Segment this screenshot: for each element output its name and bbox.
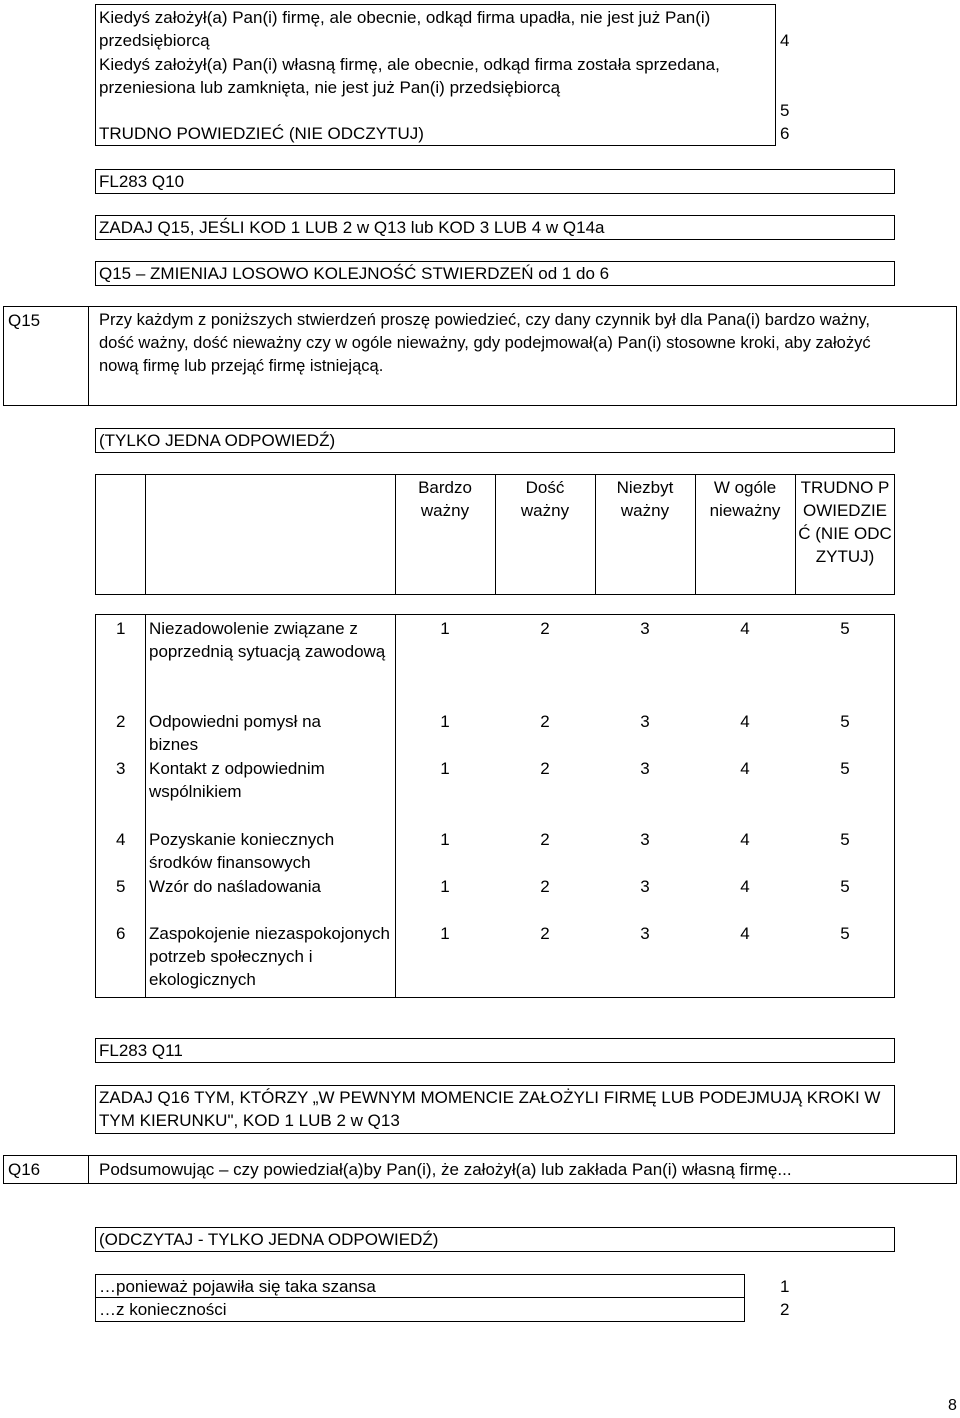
row-1-number: 1: [116, 619, 126, 638]
row-2-code-4[interactable]: 4: [740, 712, 750, 731]
grid-body-col-line-2: [395, 614, 396, 998]
row-3-number: 3: [116, 759, 126, 778]
option-4-code: 4: [780, 31, 790, 50]
q16-option-2-text: …z konieczności: [99, 1300, 227, 1319]
instruction-q16: ZADAJ Q16 TYM, KTÓRZY „W PEWNYM MOMENCIE ZAŁOŻYLI FIRMĘ LUB PODEJMUJĄ KROKI W TYM KIERUNKU", KOD 1 LUB 2 w Q13: [99, 1088, 881, 1130]
row-2-label: Odpowiedni pomysł na biznes: [149, 712, 321, 754]
row-5-code-2[interactable]: 2: [540, 877, 550, 896]
col-header-3: Niezbyt ważny: [616, 478, 674, 520]
fl-q11-box: [95, 1038, 895, 1063]
fl-q10-label: FL283 Q10: [99, 172, 185, 191]
row-5-code-5[interactable]: 5: [840, 877, 850, 896]
row-5-code-1[interactable]: 1: [440, 877, 450, 896]
row-5-label: Wzór do naśladowania: [149, 877, 321, 896]
grid-body-col-line: [145, 614, 146, 998]
q16-divider: [88, 1155, 89, 1184]
row-3-label: Kontakt z odpowiednim wspólnikiem: [149, 759, 325, 801]
row-2-number: 2: [116, 712, 126, 731]
fl-q11-label: FL283 Q11: [99, 1041, 183, 1060]
rotate-q15: Q15 – ZMIENIAJ LOSOWO KOLEJNOŚĆ STWIERDZEŃ od 1 do 6: [99, 264, 610, 283]
col-header-1: Bardzo ważny: [418, 478, 472, 520]
q15-text: Przy każdym z poniższych stwierdzeń proszę powiedzieć, czy dany czynnik był dla Pana(i) bardzo ważny, dość ważny, dość nieważny czy w ogóle nieważny, gdy podejmował(a) Pan(i) stosowne kroki, aby założyć nową firmę lub przejąć firmę istniejącą.: [99, 311, 871, 375]
row-1-code-5[interactable]: 5: [840, 619, 850, 638]
q16-id: Q16: [8, 1160, 41, 1179]
col-header-2: Dość ważny: [520, 478, 570, 520]
col-header-4: W ogóle nieważny: [709, 478, 781, 520]
row-1-code-4[interactable]: 4: [740, 619, 750, 638]
grid-col-line-1: [145, 474, 146, 595]
row-4-code-4[interactable]: 4: [740, 830, 750, 849]
row-4-code-5[interactable]: 5: [840, 830, 850, 849]
grid-col-line-5: [695, 474, 696, 595]
q16-option-2-code[interactable]: 2: [780, 1300, 790, 1319]
row-6-code-2[interactable]: 2: [540, 924, 550, 943]
q16-option-1-code[interactable]: 1: [780, 1277, 790, 1296]
option-6-text: TRUDNO POWIEDZIEĆ (NIE ODCZYTUJ): [99, 124, 424, 143]
col-header-5: TRUDNO POWIEDZIEĆ (NIE ODCZYTUJ): [798, 478, 892, 566]
row-5-number: 5: [116, 877, 126, 896]
fl-q10-box: [95, 169, 895, 194]
row-3-code-2[interactable]: 2: [540, 759, 550, 778]
grid-col-line-4: [595, 474, 596, 595]
row-2-code-5[interactable]: 5: [840, 712, 850, 731]
row-6-code-4[interactable]: 4: [740, 924, 750, 943]
single-answer-note: (TYLKO JEDNA ODPOWIEDŹ): [99, 431, 336, 450]
row-4-code-2[interactable]: 2: [540, 830, 550, 849]
row-3-code-1[interactable]: 1: [440, 759, 450, 778]
row-1-label: Niezadowolenie związane z poprzednią sytuacją zawodową: [149, 619, 386, 661]
grid-col-line-6: [795, 474, 796, 595]
row-4-code-1[interactable]: 1: [440, 830, 450, 849]
row-1-code-3[interactable]: 3: [640, 619, 650, 638]
row-3-code-5[interactable]: 5: [840, 759, 850, 778]
row-6-number: 6: [116, 924, 126, 943]
option-6-code: 6: [780, 124, 790, 143]
row-1-code-1[interactable]: 1: [440, 619, 450, 638]
page-number: 8: [948, 1397, 957, 1414]
row-6-code-5[interactable]: 5: [840, 924, 850, 943]
grid-col-line-2: [395, 474, 396, 595]
row-6-code-1[interactable]: 1: [440, 924, 450, 943]
option-5-code: 5: [780, 101, 790, 120]
row-1-code-2[interactable]: 2: [540, 619, 550, 638]
grid-col-line-3: [495, 474, 496, 595]
row-4-code-3[interactable]: 3: [640, 830, 650, 849]
option-5-text: Kiedyś założył(a) Pan(i) własną firmę, ale obecnie, odkąd firma została sprzedana, przeniesiona lub zamknięta, nie jest już Pan(i) przedsiębiorcą: [99, 55, 720, 97]
row-3-code-3[interactable]: 3: [640, 759, 650, 778]
row-5-code-4[interactable]: 4: [740, 877, 750, 896]
instruction-q15: ZADAJ Q15, JEŚLI KOD 1 LUB 2 w Q13 lub KOD 3 LUB 4 w Q14a: [99, 218, 605, 237]
row-2-code-1[interactable]: 1: [440, 712, 450, 731]
row-2-code-2[interactable]: 2: [540, 712, 550, 731]
row-6-label: Zaspokojenie niezaspokojonych potrzeb społecznych i ekologicznych: [149, 924, 390, 989]
option-4-text: Kiedyś założył(a) Pan(i) firmę, ale obecnie, odkąd firma upadła, nie jest już Pan(i) przedsiębiorcą: [99, 8, 711, 50]
row-5-code-3[interactable]: 3: [640, 877, 650, 896]
q15-id: Q15: [8, 311, 41, 330]
q16-text: Podsumowując – czy powiedział(a)by Pan(i), że założył(a) lub zakłada Pan(i) własną firmę...: [99, 1160, 792, 1179]
row-4-number: 4: [116, 830, 126, 849]
row-2-code-3[interactable]: 3: [640, 712, 650, 731]
row-6-code-3[interactable]: 3: [640, 924, 650, 943]
q16-option-1-text: …ponieważ pojawiła się taka szansa: [99, 1277, 376, 1296]
row-3-code-4[interactable]: 4: [740, 759, 750, 778]
read-single-note: (ODCZYTAJ - TYLKO JEDNA ODPOWIEDŹ): [99, 1230, 439, 1249]
row-4-label: Pozyskanie koniecznych środków finansowych: [149, 830, 335, 872]
q15-divider: [88, 306, 89, 406]
